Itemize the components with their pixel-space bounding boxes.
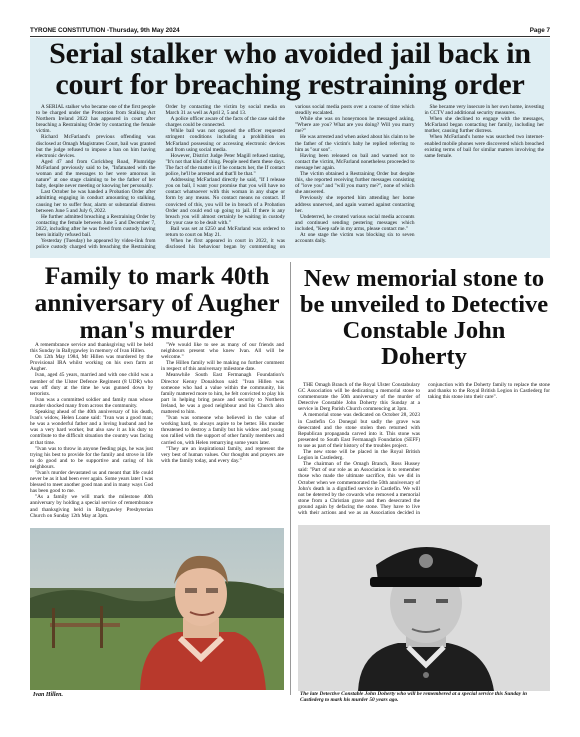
paragraph: When McFarland's home was searched two internet-enabled mobile phones were discovered which breached existing terms of bail for similar matters involving the same female.	[424, 134, 544, 159]
paragraph: Ivan, aged 45 years, married and with one child was a member of the Ulster Defence Regiment (8 UDR) who was off duty at the time he was gunned down by terrorists.	[30, 372, 153, 397]
story-3-caption: The late Detective Constable John Doherty who will be remembered at a special service this Sunday in Castlederg to mark his murder 50 years ago.	[300, 691, 527, 703]
paragraph: Having been released on bail and warned not to contact the victim, McFarland nonetheless proceeded to message her again.	[295, 152, 415, 171]
paragraph: "Ivan was to throw in anyone feeding pigs, he was just trying his best to provide for the family and strove in life to do good and to be supportive and caring of his neighbours.	[30, 445, 153, 470]
paragraph: Bail was set at £250 and McFarland was ordered to return to court on May 21.	[165, 225, 285, 238]
paragraph: While bail was not opposed the officer requested stringent conditions including a prohibition on McFarland possessing or accessing electronic devices and from using social media.	[165, 128, 285, 153]
paragraph: Speaking ahead of the 40th anniversary of his death, Ivan's widow, Helen Loane said: "Ivan was a good man; he was a wonderful father and a loving husband and he was a very hard worker, but also saw it as his duty to contribute to the difficult situation the country was facing at that time.	[30, 409, 153, 446]
paragraph: Previously she reported him attending her home address unnerved, and again warned against contacting her.	[295, 195, 415, 214]
story-2-caption: Ivan Hillen.	[33, 692, 64, 698]
paragraph: Undeterred, he created various social media accounts and continued sending pestering messages which included, "Keep safe in my arms, please contact me."	[295, 213, 415, 232]
paragraph: A SERIAL stalker who became one of the first people to be charged under the Protection from Stalking Act Northern Ireland 2022 has appeared in court after breaching a Restraining Order by contacting the female victim.	[36, 104, 156, 135]
paragraph: A remembrance service and thanksgiving will be held this Sunday in Ballygawley in memory of Ivan Hillen.	[30, 342, 153, 355]
paragraph: The new stone will be placed in the Royal British Legion in Castlederg.	[298, 449, 420, 462]
paragraph: When she declined to engage with the messages, McFarland began contacting her family, including her mother, causing further distress.	[424, 116, 544, 135]
paragraph: Aged 47 and from Corickbeg Road, Plumridge McFarland previously said to be, "Infatuated with the woman and the messages to her were amorous in nature" at one stage claiming to be the father of her baby, despite never meeting or knowing her personally.	[36, 158, 156, 190]
paragraph: Richard McFarland's previous offending was disclosed at Omagh Magistrates Court, bail was granted but the judge refused to impose a ban on him having electronic devices.	[36, 134, 156, 159]
story-3-headline: New memorial stone to be unveiled to Detective Constable John Doherty	[299, 265, 549, 370]
paragraph: When he first appeared in court in 2022, it was disclosed his behaviour began by commenting on various social media posts over a course of time which steadily escalated.	[165, 104, 415, 251]
paragraph: Meanwhile South East Fermanagh Foundation's Director Kenny Donaldson said: "Ivan Hillen was someone who had a value within the community, his family mattered more to him, he felt convicted to play his part in helping bring peace and security to Northern Ireland, he was a good neighbour and his Church also mattered to him.	[161, 372, 284, 416]
paragraph: "Ivan was someone who believed in the value of working hard, to always aspire to be better. His murder threatened to destroy a family but his widow and young son rallied with the support of other family members and carried on, with Helen remarrying some years later.	[161, 415, 284, 446]
paragraph: On 12th May 1984, Mr Hillen was murdered by the Provisional IRA whilst working on his own farm at Augher.	[30, 354, 153, 373]
john-doherty-photo	[298, 525, 550, 691]
paragraph: He was arrested and when asked about his claim to be the father of the victim's baby he replied referring to him as "our son".	[295, 134, 415, 153]
paragraph: He further admitted breaching a Restraining Order by contacting the female between June 5 and December 7, 2022, including after he was freed from custody having been initially refused bail.	[36, 213, 156, 238]
paragraph: A police officer aware of the facts of the case said the charges could be connected.	[165, 116, 285, 129]
paragraph: She became very insecure in her own home, investing in CCTV and additional security measures.	[424, 104, 544, 117]
paragraph: The chairman of the Omagh Branch, Ross Hussey said: "Part of our role as an Association is to remember those who made the ultimate sacrifice, this we did in October when we commemorated the 50th anniversary of John's death in a dignified service in Castlefin. We will not be deterred by the cowards who removed a memorial stone from a Christian grave and then desecrated the ground again by defacing the stone. They have to live with their actions and we as an Association decided in conjunction with the Doherty family to replace the stone and thanks to the Royal British Legion in Castlederg for taking this stone into their care".	[298, 382, 550, 516]
paragraph: Ivan was a committed soldier and family man whose murder shocked many from across the community.	[30, 396, 153, 409]
paragraph: "Ivan's murder devastated us and meant that life could never be as it had been ever again. Some years later I was blessed to meet another good man and in many ways God has been good to me.	[30, 469, 153, 495]
story-1-headline: Serial stalker who avoided jail back in court for breaching restraining order	[49, 37, 531, 101]
story-3-body	[298, 382, 550, 518]
publication-date: TYRONE CONSTITUTION -Thursday, 9th May 2024	[30, 27, 180, 34]
paragraph: However, District Judge Peter Magill refused stating, "It's not that kind of thing. People need them these days. The fact of the matter is if he contacts her, the If contact police, he'll be arrested and that'll be that."	[165, 152, 285, 178]
paragraph: Addressing McFarland directly he said, "If I release you on bail, I want your promise that you will have no contact whatsoever with this woman in any shape or form by any means. No contact means no contact. If convicted of this, you will be in breach of a Probation Order and could end up going to jail. If there is any breach you will almost certainly be waiting in custody for your case to be dealt with."	[165, 177, 285, 226]
paragraph: The victim obtained a Restraining Order but despite this, she reported receiving further messages consisting of "love you" and "will you marry me?", none of which she answered.	[295, 171, 415, 196]
paragraph: A memorial stone was dedicated on October 28, 2023 in Castlefin Co Donegal but sadly the grave was desecrated and the stone stolen then returned with Republican propaganda carved into it. This stone was presented to South East Fermanagh Foundation (SEFF) to use as part of their history of the troubles project.	[298, 412, 420, 449]
paragraph: THE Omagh Branch of the Royal Ulster Constabulary GC Association will be dedicating a memorial stone to commemorate the 50th anniversary of the murder of Detective Constable John Doherty this Sunday at a service in Derg Parish Church commencing at 3pm.	[298, 382, 420, 413]
paragraph: Last October he was handed a Probation Order after admitting engaging in conduct amounting to stalking, causing her to suffer fear, alarm or substantial distress between June 5 and July 6, 2022.	[36, 189, 156, 214]
story-1-body	[36, 104, 544, 256]
ivan-hillen-photo	[30, 528, 284, 690]
story-2-headline: Family to mark 40th anniversary of Augher man's murder	[34, 261, 280, 344]
paragraph: While she was on honeymoon he messaged asking, "Where are you? What are you doing? Will you marry me?"	[295, 116, 415, 135]
paragraph: "We would like to see as many of our friends and neighbours present who knew Ivan. All will be welcome."	[161, 342, 284, 361]
paragraph: At one stage the victim was blocking six to seven accounts daily.	[295, 231, 415, 245]
paragraph: Yesterday (Tuesday) he appeared by video-link from police custody charged with breaching the Restraining Order by contacting the victim by social media on March 31 as well as April 2, 5 and 13.	[36, 104, 285, 251]
paragraph: "They are an inspirational family, and represent the very best of human values. Our thoughts and prayers are with the family today, and every day."	[161, 445, 284, 464]
column-divider	[290, 262, 291, 695]
paragraph: "As a family we will mark the milestone 40th anniversary by holding a special service of remembrance and thanksgiving held in Ballygawley Presbyterian Church on Sunday 12th May at 3pm.	[30, 494, 153, 519]
page-number: Page 7	[529, 27, 550, 34]
paragraph: The Hillen family will be making no further comment in respect of this anniversary milestone date.	[161, 360, 284, 373]
story-2-body	[30, 342, 284, 522]
